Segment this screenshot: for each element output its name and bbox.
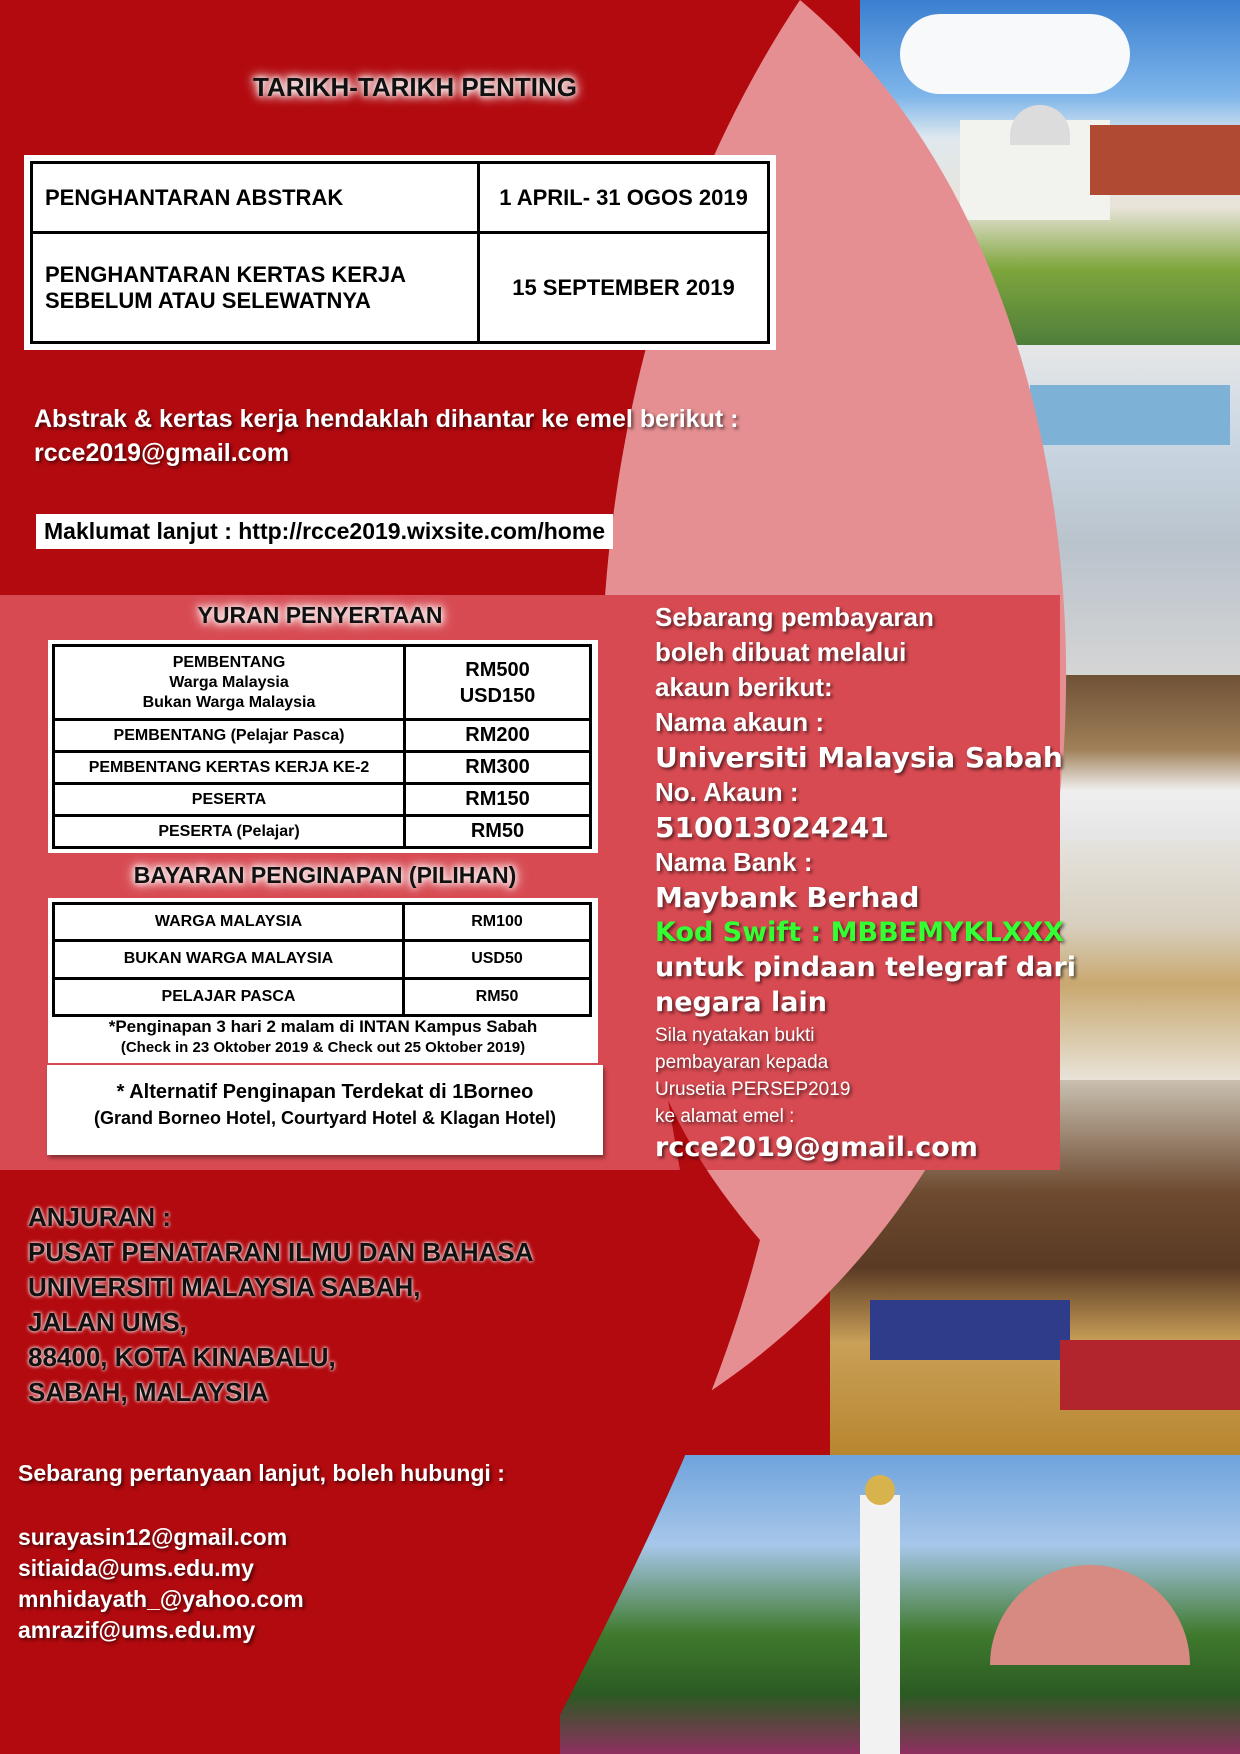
contact-email[interactable]: amrazif@ums.edu.my	[18, 1617, 256, 1643]
organizer-line: SABAH, MALAYSIA	[28, 1377, 269, 1407]
lodging-label: WARGA MALAYSIA	[54, 904, 404, 941]
fee-label: PEMBENTANG (Pelajar Pasca)	[54, 720, 405, 752]
account-number: 510013024241	[655, 811, 889, 844]
proof-text	[655, 1022, 1105, 1130]
fee-label-line: Bukan Warga Malaysia	[142, 693, 316, 711]
lodging-note	[56, 1016, 590, 1058]
proof-line: Sila nyatakan bukti	[655, 1025, 815, 1046]
fee-value: RM50	[405, 816, 591, 848]
bank-name: Maybank Berhad	[655, 881, 920, 914]
organizer-line: JALAN UMS,	[28, 1307, 187, 1337]
payment-intro-line: boleh dibuat melalui	[655, 637, 907, 667]
submission-text	[34, 402, 738, 470]
payment-intro-line: akaun berikut:	[655, 672, 833, 702]
lodging-note-line2: (Check in 23 Oktober 2019 & Check out 25 Oktober 2019)	[120, 1039, 526, 1056]
organizer-line: PUSAT PENATARAN ILMU DAN BAHASA	[28, 1237, 534, 1267]
table-row	[32, 233, 769, 343]
account-name-label: Nama akaun :	[655, 707, 825, 737]
table-row	[54, 904, 591, 941]
alternative-line1: * Alternatif Penginapan Terdekat di 1Borneo	[116, 1081, 534, 1103]
contact-email[interactable]: surayasin12@gmail.com	[18, 1524, 288, 1550]
proof-line: Urusetia PERSEP2019	[655, 1079, 851, 1100]
organizer-line: UNIVERSITI MALAYSIA SABAH,	[28, 1272, 421, 1302]
fee-value: RM150	[405, 784, 591, 816]
table-row	[32, 163, 769, 233]
bank-label: Nama Bank :	[655, 847, 813, 877]
organizer-line: 88400, KOTA KINABALU,	[28, 1342, 336, 1372]
table-row	[54, 646, 591, 720]
table-row	[54, 978, 591, 1015]
fee-value: RM300	[405, 752, 591, 784]
proof-email[interactable]: rcce2019@gmail.com	[655, 1132, 978, 1163]
organizer	[28, 1200, 534, 1410]
organizer-line: ANJURAN :	[28, 1202, 171, 1232]
submission-email[interactable]: rcce2019@gmail.com	[34, 439, 290, 467]
table-row	[54, 752, 591, 784]
table-row	[54, 720, 591, 752]
account-no-label: No. Akaun :	[655, 777, 799, 807]
lodging-value: RM50	[404, 978, 591, 1015]
submission-line: Abstrak & kertas kerja hendaklah dihantar ke emel berikut :	[34, 405, 739, 433]
lodging-table	[48, 898, 598, 1063]
contact-list	[18, 1522, 304, 1646]
alternative-line2: (Grand Borneo Hotel, Courtyard Hotel & Klagan Hotel)	[93, 1108, 557, 1128]
lodging-note-line1: *Penginapan 3 hari 2 malam di INTAN Kampus Sabah	[108, 1017, 538, 1036]
fee-label: PEMBENTANG KERTAS KERJA KE-2	[54, 752, 405, 784]
abstract-date: 1 APRIL- 31 OGOS 2019	[479, 163, 769, 233]
lodging-label: PELAJAR PASCA	[54, 978, 404, 1015]
fees-heading: YURAN PENYERTAAN	[197, 602, 443, 628]
swift-code: MBBEMYKLXXX	[830, 917, 1065, 948]
contact-email[interactable]: sitiaida@ums.edu.my	[18, 1555, 254, 1581]
lodging-value: RM100	[404, 904, 591, 941]
paper-label-line2: SEBELUM ATAU SELEWATNYA	[45, 287, 371, 313]
paper-label-line1: PENGHANTARAN KERTAS KERJA	[45, 261, 406, 287]
fee-label	[54, 646, 405, 720]
fee-label: PESERTA	[54, 784, 405, 816]
fee-value-line: RM500	[465, 658, 530, 681]
contact-email[interactable]: mnhidayath_@yahoo.com	[18, 1586, 304, 1612]
important-dates-table	[24, 155, 776, 350]
table-row	[54, 784, 591, 816]
proof-line: ke alamat emel :	[655, 1106, 795, 1127]
payment-info	[655, 600, 1105, 1165]
fee-label-line: Warga Malaysia	[169, 673, 289, 691]
fee-label-line: PEMBENTANG	[172, 653, 286, 671]
payment-intro-line: Sebarang pembayaran	[655, 602, 934, 632]
swift-line	[655, 915, 1105, 950]
fees-table	[48, 640, 598, 853]
paper-label	[32, 233, 479, 343]
swift-label: Kod Swift :	[655, 917, 822, 948]
lodging-value: USD50	[404, 941, 591, 978]
paper-date: 15 SEPTEMBER 2019	[479, 233, 769, 343]
table-row	[54, 816, 591, 848]
more-info-link[interactable]: Maklumat lanjut : http://rcce2019.wixsite.com/home	[36, 514, 613, 549]
fee-value-line: USD150	[459, 684, 536, 707]
contact-heading: Sebarang pertanyaan lanjut, boleh hubungi :	[18, 1460, 505, 1486]
fee-value	[405, 646, 591, 720]
fee-label: PESERTA (Pelajar)	[54, 816, 405, 848]
important-dates-heading: TARIKH-TARIKH PENTING	[252, 72, 577, 102]
table-row	[54, 941, 591, 978]
telegraph-line: untuk pindaan telegraf dari	[655, 952, 1077, 983]
account-name: Universiti Malaysia Sabah	[655, 741, 1063, 774]
telegraph-line: negara lain	[655, 987, 827, 1018]
proof-line: pembayaran kepada	[655, 1052, 829, 1073]
lodging-label: BUKAN WARGA MALAYSIA	[54, 941, 404, 978]
fee-value: RM200	[405, 720, 591, 752]
abstract-label: PENGHANTARAN ABSTRAK	[32, 163, 479, 233]
lodging-heading: BAYARAN PENGINAPAN (PILIHAN)	[133, 862, 517, 888]
alternative-lodging-box	[47, 1065, 603, 1155]
